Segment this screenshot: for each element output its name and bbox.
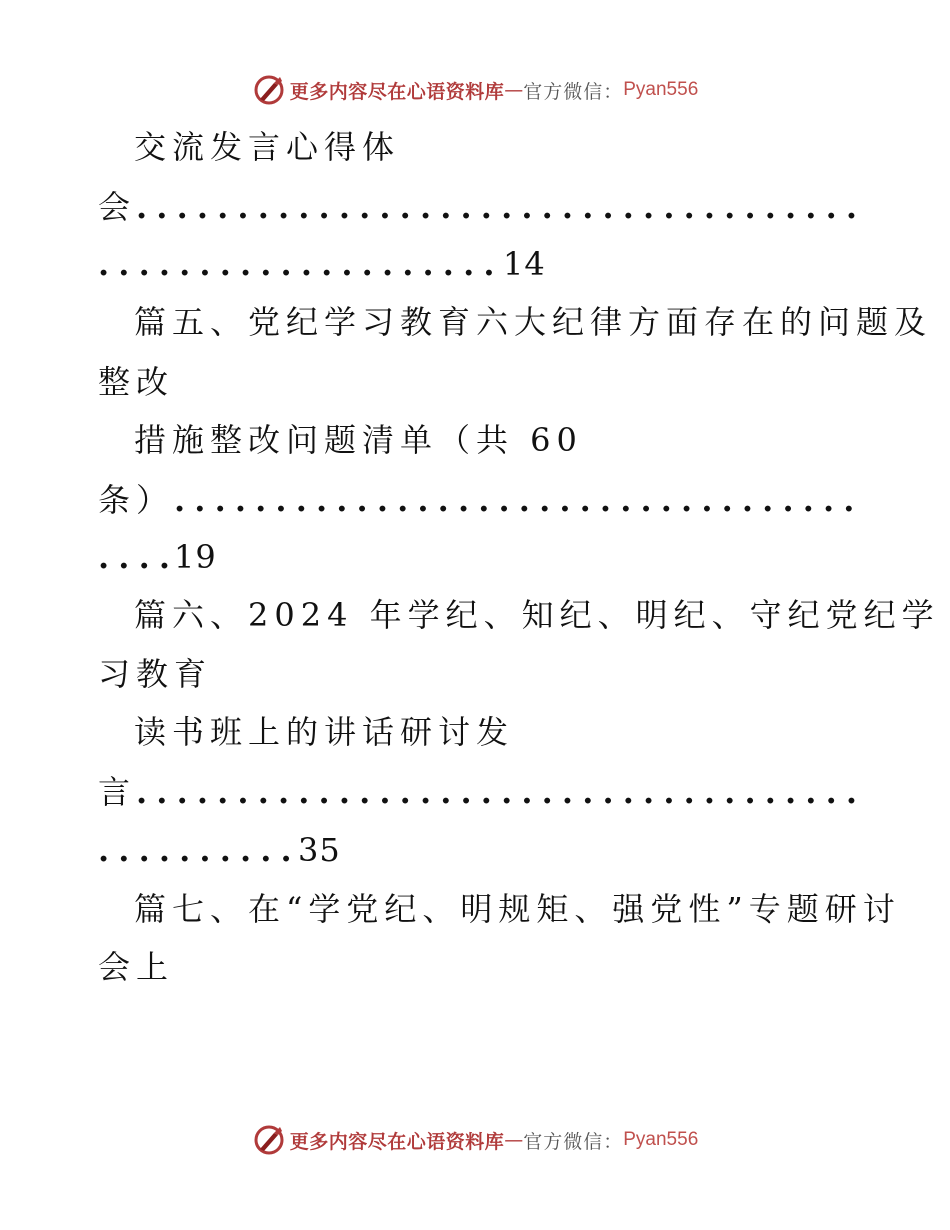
toc-line bbox=[0, 828, 950, 872]
toc-text: 篇五、党纪学习教育六大纪律方面存在的问题及 bbox=[134, 303, 933, 341]
toc-page-number: 14 bbox=[503, 245, 546, 283]
dot-leader bbox=[136, 770, 856, 814]
dot-leader bbox=[174, 478, 854, 522]
footer-watermark-banner bbox=[0, 1120, 950, 1160]
banner-handle: Pyan556 bbox=[623, 1129, 699, 1150]
toc-line bbox=[0, 418, 950, 462]
toc-line bbox=[0, 185, 950, 229]
toc-page-number: 19 bbox=[174, 538, 217, 576]
toc-text: 条） bbox=[98, 481, 175, 519]
banner-main-text: 更多内容尽在心语资料库 bbox=[289, 1130, 505, 1153]
toc-line bbox=[0, 770, 950, 814]
banner-dash: — bbox=[504, 1129, 524, 1151]
dot-leader bbox=[136, 185, 856, 229]
banner-main-text: 更多内容尽在心语资料库 bbox=[289, 80, 505, 103]
toc-line bbox=[0, 535, 950, 579]
toc-text: 整改 bbox=[98, 363, 175, 401]
header-watermark-banner bbox=[0, 70, 950, 110]
dot-leader bbox=[98, 535, 174, 579]
toc-text: 交流发言心得体 bbox=[134, 128, 401, 166]
toc-text: 篇六、2024 年学纪、知纪、明纪、守纪党纪学 bbox=[134, 596, 940, 634]
toc-text: 篇七、在“学党纪、明规矩、强党性”专题研讨 bbox=[134, 890, 901, 928]
dot-leader bbox=[98, 242, 503, 286]
toc-line bbox=[0, 300, 950, 344]
dot-leader bbox=[98, 828, 298, 872]
toc-text: 言 bbox=[98, 773, 137, 811]
toc-text: 读书班上的讲话研讨发 bbox=[134, 713, 515, 751]
toc-line bbox=[0, 125, 950, 169]
banner-sub-text: 官方微信： bbox=[523, 80, 624, 103]
toc-line bbox=[0, 652, 950, 696]
toc-text: 习教育 bbox=[98, 655, 213, 693]
toc-line bbox=[0, 887, 950, 931]
banner-dash: — bbox=[504, 79, 524, 101]
pen-logo-icon bbox=[252, 1123, 286, 1157]
toc-page-number: 35 bbox=[298, 831, 341, 869]
banner-sub-text: 官方微信： bbox=[523, 1130, 624, 1153]
banner-handle: Pyan556 bbox=[623, 79, 699, 100]
toc-line bbox=[0, 242, 950, 286]
toc-line bbox=[0, 593, 950, 637]
toc-text: 会 bbox=[98, 188, 137, 226]
pen-logo-icon bbox=[252, 73, 286, 107]
toc-line bbox=[0, 945, 950, 989]
toc-line bbox=[0, 360, 950, 404]
toc-text: 措施整改问题清单（共 60 bbox=[134, 421, 583, 459]
toc-line bbox=[0, 478, 950, 522]
toc-line bbox=[0, 710, 950, 754]
toc-text: 会上 bbox=[98, 948, 175, 986]
